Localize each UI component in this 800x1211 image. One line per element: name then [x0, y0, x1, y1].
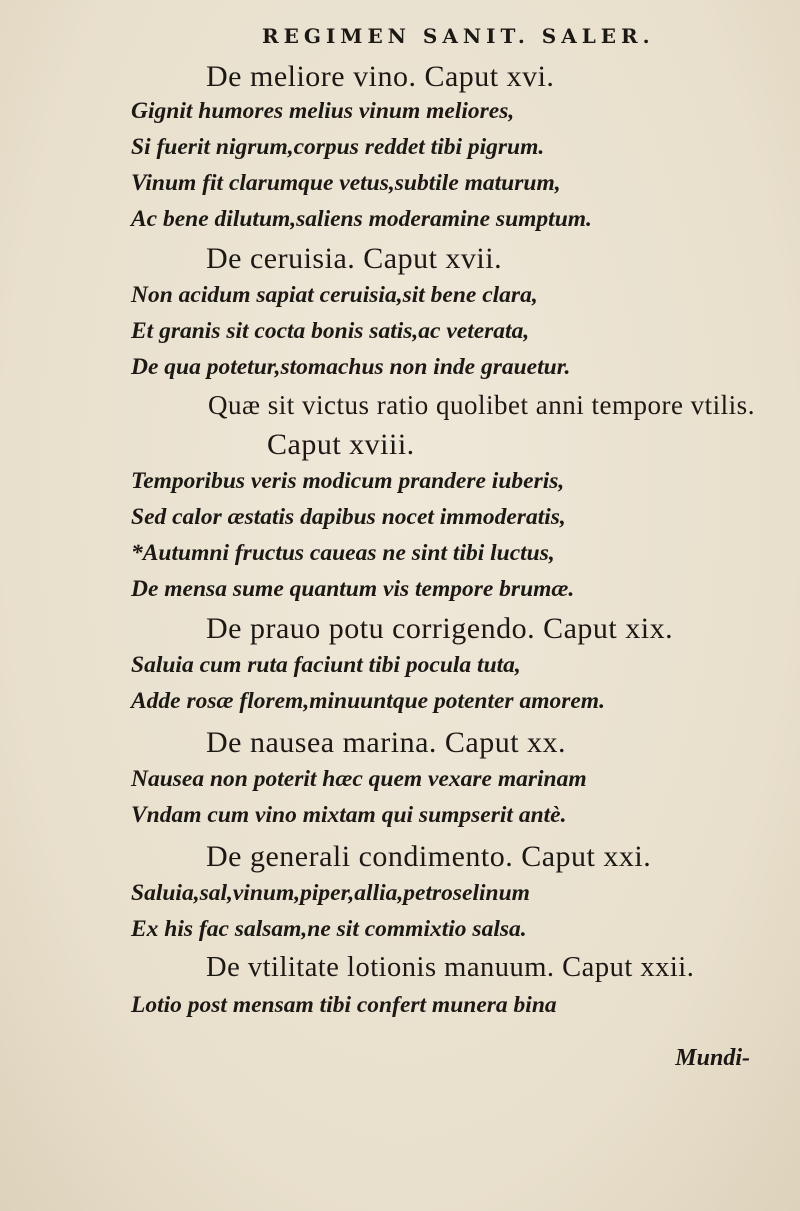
verse-line: De qua potetur,stomachus non inde grauetur. — [131, 354, 571, 380]
verse-line: Vndam cum vino mixtam qui sumpserit antè. — [131, 802, 567, 828]
verse-line: De mensa sume quantum vis tempore brumæ. — [131, 576, 575, 602]
verse-line: Gignit humores melius vinum meliores, — [131, 98, 515, 124]
verse-line: Temporibus veris modicum prandere iuberis, — [131, 468, 565, 494]
chapter-heading: De meliore vino. Caput xvi. — [206, 60, 555, 93]
chapter-heading: De prauo potu corrigendo. Caput xix. — [206, 612, 674, 645]
verse-line: Saluia cum ruta faciunt tibi pocula tuta, — [131, 652, 521, 678]
verse-line: Non acidum sapiat ceruisia,sit bene clara, — [131, 282, 538, 308]
chapter-heading: De generali condimento. Caput xxi. — [206, 840, 652, 873]
chapter-heading: De nausea marina. Caput xx. — [206, 726, 567, 759]
chapter-heading: Caput xviii. — [267, 428, 415, 461]
verse-line: Adde rosæ florem,minuuntque potenter amorem. — [131, 688, 605, 714]
verse-line: Nausea non poterit hæc quem vexare marinam — [131, 766, 587, 792]
chapter-heading: Quæ sit victus ratio quolibet anni tempore vtilis. — [208, 390, 755, 420]
verse-line: Lotio post mensam tibi confert munera bina — [131, 992, 557, 1018]
verse-line: Ac bene dilutum,saliens moderamine sumptum. — [131, 206, 592, 232]
verse-line: Saluia,sal,vinum,piper,allia,petroselinum — [131, 880, 530, 906]
chapter-heading: De ceruisia. Caput xvii. — [206, 242, 503, 275]
verse-line: Si fuerit nigrum,corpus reddet tibi pigrum. — [131, 134, 545, 160]
running-head: REGIMEN SANIT. SALER. — [262, 24, 655, 48]
verse-line: Sed calor æstatis dapibus nocet immoderatis, — [131, 504, 566, 530]
verse-line: *Autumni fructus caueas ne sint tibi luctus, — [131, 540, 555, 566]
verse-line: Et granis sit cocta bonis satis,ac veterata, — [131, 318, 530, 344]
chapter-heading: De vtilitate lotionis manuum. Caput xxii. — [206, 952, 695, 983]
catchword: Mundi- — [675, 1045, 750, 1071]
verse-line: Ex his fac salsam,ne sit commixtio salsa. — [131, 916, 527, 942]
verse-line: Vinum fit clarumque vetus,subtile maturum, — [131, 170, 561, 196]
